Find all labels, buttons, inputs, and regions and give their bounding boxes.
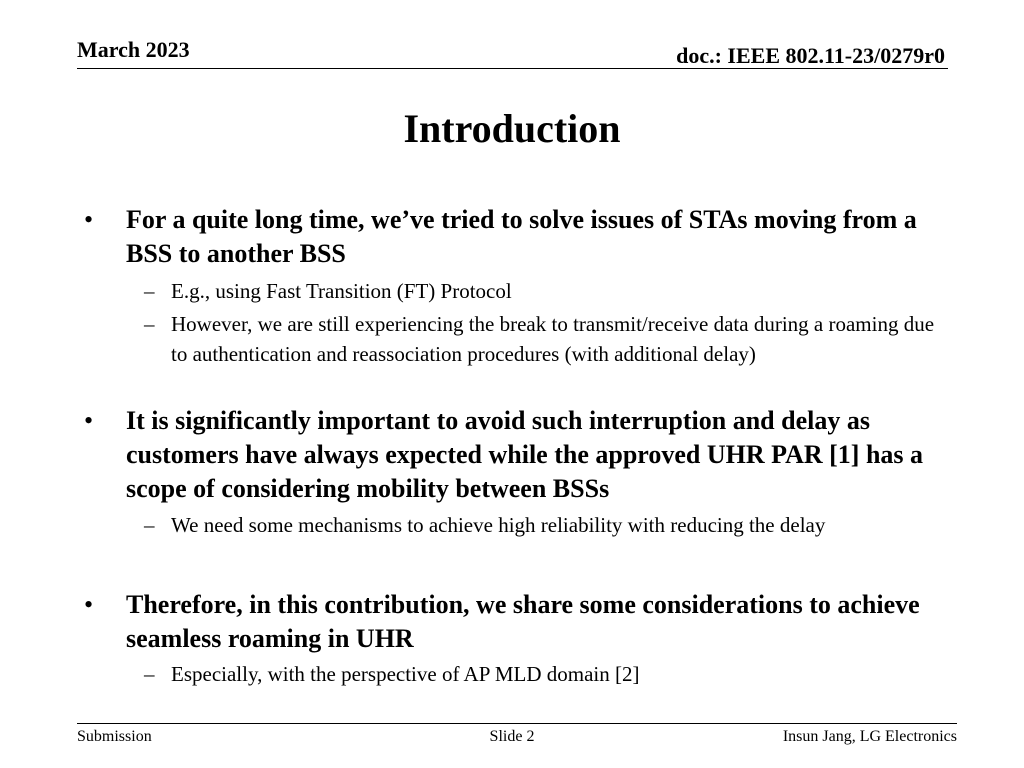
sub-bullet-marker: – xyxy=(144,279,155,303)
bullet-marker: • xyxy=(84,205,94,234)
sub-bullet-marker: – xyxy=(144,312,155,336)
footer-divider xyxy=(77,723,957,724)
sub-bullet-marker: – xyxy=(144,662,155,686)
header-divider xyxy=(77,68,948,69)
slide-title: Introduction xyxy=(403,106,621,151)
footer-author: Insun Jang, LG Electronics xyxy=(782,728,957,745)
sub-bullet-marker: – xyxy=(144,513,155,537)
header-doc-id: doc.: IEEE 802.11-23/0279r0 xyxy=(676,43,945,68)
bullet-text: It is significantly important to avoid such interruption and delay as customers have always expected while the approved UHR PAR [1] has a scope of considering mobility between BSSs xyxy=(126,406,924,503)
sub-bullet-text: We need some mechanisms to achieve high reliability with reducing the delay xyxy=(171,513,826,537)
bullet-marker: • xyxy=(84,590,94,619)
bullet-text: Therefore, in this contribution, we share some considerations to achieve seamless roaming in UHR xyxy=(126,590,920,653)
sub-bullet-text: E.g., using Fast Transition (FT) Protocol xyxy=(171,279,512,303)
sub-bullet-text: However, we are still experiencing the break to transmit/receive data during a roaming due to authentication and reassociation procedures (with additional delay) xyxy=(171,312,935,366)
header-date: March 2023 xyxy=(77,37,190,62)
footer-slide-number: Slide 2 xyxy=(489,728,535,745)
bullet-marker: • xyxy=(84,406,94,435)
footer-submission: Submission xyxy=(77,728,152,745)
sub-bullet-text: Especially, with the perspective of AP MLD domain [2] xyxy=(171,662,640,686)
bullet-text: For a quite long time, we’ve tried to solve issues of STAs moving from a BSS to another BSS xyxy=(126,205,917,268)
